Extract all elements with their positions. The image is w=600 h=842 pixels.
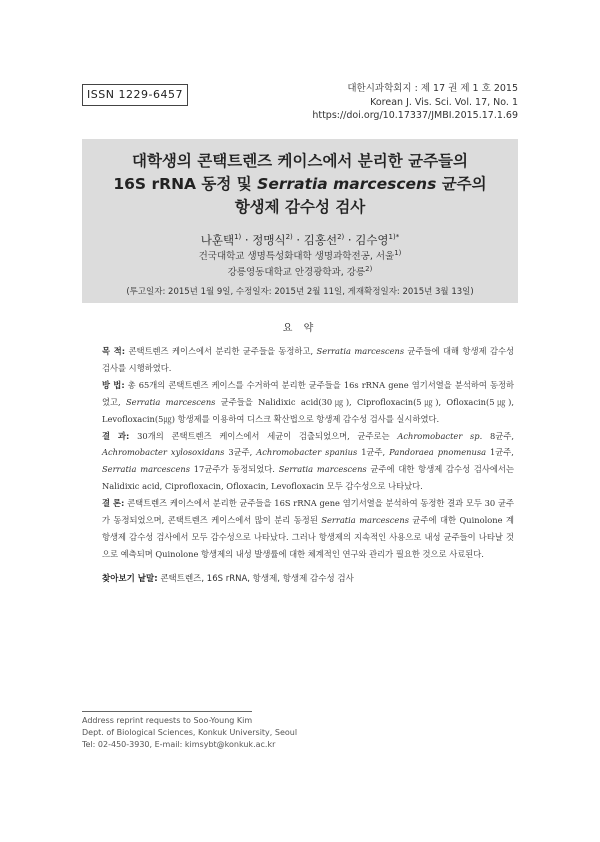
submission-dates: (투고일자: 2015년 1월 9일, 수정일자: 2015년 2월 11일, 게재확정일자: 2015년 3월 13일) [126, 287, 474, 297]
abstract-purpose [102, 343, 514, 377]
journal-doi[interactable]: https://doi.org/10.17337/JMBI.2015.17.1.69 [312, 110, 518, 121]
paper-title [82, 150, 518, 219]
author-list [82, 232, 518, 248]
journal-volume-english: Korean J. Vis. Sci. Vol. 17, No. 1 [370, 96, 518, 108]
journal-info [312, 82, 518, 123]
affiliation-2-sup: 2) [365, 264, 373, 273]
result-species-3: Achromobacter spanius [256, 447, 358, 458]
title-line-2-pre: 16S rRNA 동정 및 [113, 175, 258, 193]
purpose-label: 목 적: [102, 346, 126, 356]
result-species-4: Pandoraea pnomenusa [389, 447, 487, 458]
title-line-1: 대학생의 콘택트렌즈 케이스에서 분리한 균주들의 [131, 152, 469, 170]
method-text-a: 총 65개의 콘택트렌즈 케이스를 수거하여 분리한 균주들을 16s rRNA gene 염기서열을 분석하여 동정하였고, [102, 379, 514, 407]
result-species-2: Achromobacter xylosoxidans [102, 447, 225, 458]
issn-box: ISSN 1229-6457 [82, 84, 188, 106]
keywords-label: 찾아보기 낱말: [102, 574, 158, 584]
affiliations [82, 249, 518, 281]
title-line-2 [82, 173, 518, 196]
title-box [82, 139, 518, 303]
result-species-6: Serratia marcescens [278, 464, 367, 475]
conclusion-text-a: 콘택트렌즈 케이스에서 분리한 균주들을 16S rRNA gene 염기서열을 분석하여 동정한 결과 모두 30 균주가 동정되었으며, 콘택트렌즈 케이스에서 많이 분리 동정된 [102, 498, 514, 526]
footnote-line-2: Dept. of Biological Sciences, Konkuk University, Seoul [82, 728, 298, 737]
author-1: 나훈택 [200, 233, 235, 247]
title-line-3: 항생제 감수성 검사 [234, 198, 366, 216]
keywords-text: 콘택트렌즈, 16S rRNA, 항생제, 항생제 감수성 검사 [157, 574, 354, 584]
result-species-1: Achromobacter sp. [397, 430, 483, 441]
affiliation-1-sup: 1) [394, 248, 402, 257]
affiliation-2 [82, 265, 518, 281]
purpose-text-a: 콘택트렌즈 케이스에서 분리한 균주들을 동정하고, [125, 346, 317, 356]
method-species: Serratia marcescens [125, 396, 216, 407]
result-text-b: 8균주, [482, 430, 514, 441]
author-sep: · [241, 233, 253, 247]
abstract-conclusion [102, 495, 514, 563]
author-3: 김홍선 [303, 233, 338, 247]
conclusion-label: 결 론: [102, 498, 125, 509]
result-text-e: 1균주, [486, 447, 514, 458]
footnote-divider [82, 711, 252, 712]
result-text-g: 균주에 대한 항생제 감수성 검사에서는 Nalidixic acid, Ciprofloxacin, Ofloxacin, Levofloxacin 모두 감수성으로 나타났다. [102, 464, 514, 492]
author-4: 김수영 [355, 233, 389, 247]
result-text-f: 17균주가 동정되었다. [189, 464, 279, 475]
author-2: 정맹식 [252, 233, 286, 247]
method-label: 방 법: [102, 379, 125, 390]
result-text-d: 1균주, [357, 447, 390, 458]
author-sep: · [344, 233, 356, 247]
result-species-5: Serratia marcescens [102, 464, 190, 475]
affiliation-2-text: 강릉영동대학교 안경광학과, 강릉 [227, 267, 366, 278]
affiliation-1-text: 건국대학교 생명특성화대학 생명과학전공, 서울 [198, 251, 395, 262]
result-text-c: 3균주, [224, 447, 257, 458]
author-2-sup: 2) [285, 233, 293, 242]
abstract-body [102, 343, 514, 563]
purpose-species: Serratia marcescens [316, 346, 405, 356]
method-text-b: 균주들을 Nalidixic acid(30㎍), Ciprofloxacin(5㎍), Ofloxacin(5㎍), Levofloxacin(5㎍) 항생제를 이용하여 디스크 확산법으로 항생제 감수성 검사를 실시하였다. [102, 396, 514, 424]
author-sep: · [292, 233, 304, 247]
footnote-line-3: Tel: 02-450-3930, E-mail: kimsybt@konkuk.ac.kr [82, 740, 276, 749]
author-3-sup: 2) [337, 233, 345, 242]
affiliation-1 [82, 249, 518, 265]
title-line-2-post: 균주의 [436, 175, 487, 193]
author-1-sup: 1) [234, 233, 242, 242]
abstract-method [102, 377, 514, 428]
conclusion-species: Serratia marcescens [321, 515, 409, 526]
result-label: 결 과: [102, 430, 130, 441]
footnote-line-1: Address reprint requests to Soo-Young Kim [82, 716, 253, 725]
author-4-sup: 1)* [388, 233, 400, 242]
keywords [102, 572, 354, 584]
purpose-text-b: 균주들에 대해 항생제 감수성 검사를 시행하였다. [102, 346, 514, 373]
correspondence-footnote [82, 715, 297, 751]
abstract-result [102, 428, 514, 496]
title-species: Serratia marcescens [257, 175, 437, 193]
conclusion-text-b: 균주에 대한 Quinolone 계 항생제 감수성 검사에서 모두 감수성으로 나타났다. 그러나 항생제의 지속적인 사용으로 내성 균주들이 나타날 것으로 예측되며 Quinolone 항생제의 내성 발생률에 대한 체계적인 연구와 관리가 필요한 것으로 사료된다. [102, 515, 514, 559]
abstract-heading: 요 약 [282, 323, 318, 334]
journal-volume-korean: 대한시과학회지 : 제 17 권 제 1 호 2015 [347, 83, 518, 94]
result-text-a: 30개의 콘택트렌즈 케이스에서 세균이 검출되었으며, 균주로는 [129, 430, 398, 441]
